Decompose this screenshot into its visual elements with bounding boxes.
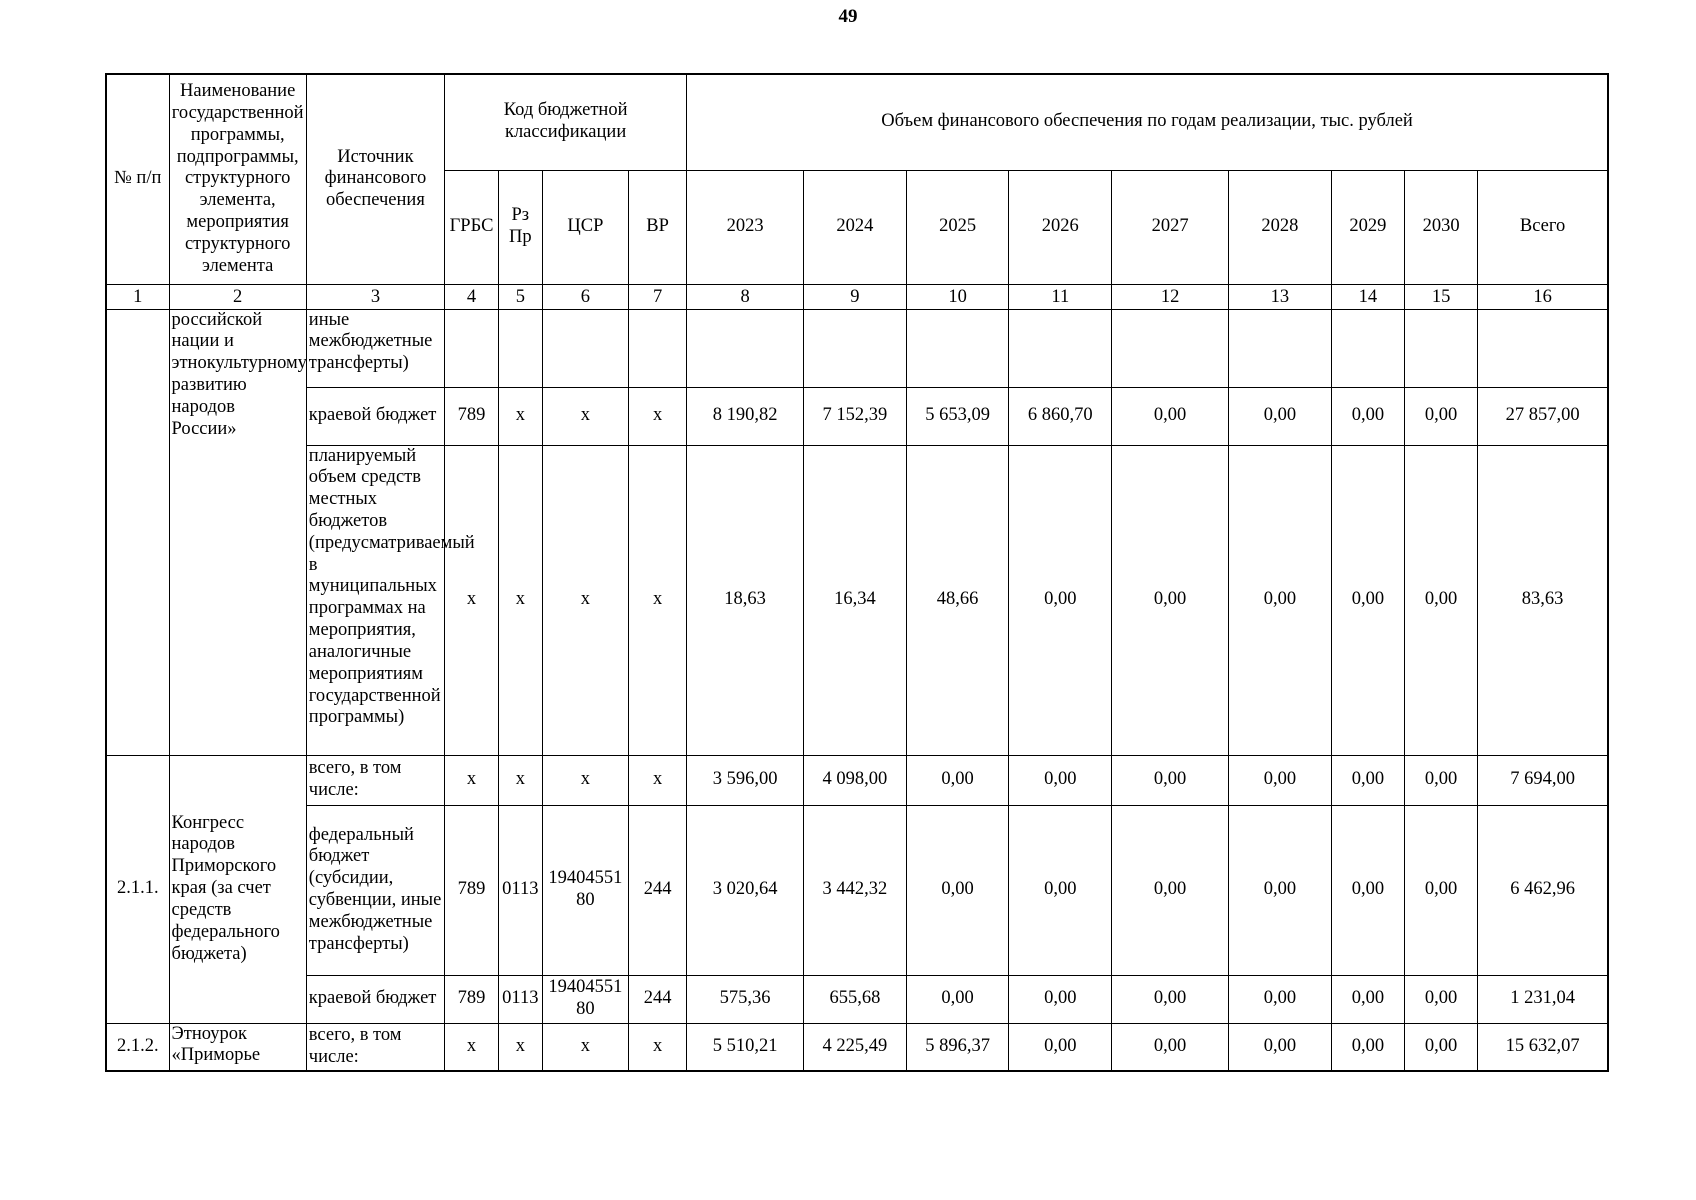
value-cell: 0,00	[1112, 445, 1229, 755]
value-cell: 0,00	[906, 975, 1009, 1023]
grbs-cell: 789	[445, 387, 499, 445]
value-cell: 0,00	[1331, 1023, 1404, 1071]
value-cell: 0,00	[1009, 445, 1112, 755]
column-number: 16	[1478, 284, 1608, 309]
vr-cell	[629, 309, 687, 387]
csr-cell	[542, 309, 628, 387]
column-number: 1	[106, 284, 169, 309]
header-year: 2030	[1404, 170, 1477, 284]
column-number: 7	[629, 284, 687, 309]
total-cell: 1 231,04	[1478, 975, 1608, 1023]
funding-source: иные межбюджетные трансферты)	[306, 309, 444, 387]
row-number-cell	[106, 309, 169, 755]
column-number: 13	[1229, 284, 1332, 309]
value-cell	[1112, 309, 1229, 387]
column-number-row	[106, 284, 1608, 309]
column-number: 15	[1404, 284, 1477, 309]
funding-source: всего, в том числе:	[306, 755, 444, 805]
rzpr-cell: 0113	[498, 975, 542, 1023]
header-source: Источник финансового обеспечения	[306, 74, 444, 284]
value-cell: 0,00	[1009, 805, 1112, 975]
csr-cell: 1940455180	[542, 805, 628, 975]
header-total: Всего	[1478, 170, 1608, 284]
funding-source: федеральный бюджет (субсидии, субвенции, иные межбюджетные трансферты)	[306, 805, 444, 975]
value-cell: 0,00	[1009, 1023, 1112, 1071]
funding-source: краевой бюджет	[306, 387, 444, 445]
row-number: 2.1.1.	[106, 755, 169, 1023]
header-year: 2023	[687, 170, 804, 284]
funding-source: планируемый объем средств местных бюджетов (предусматриваемый в муниципальных программах на мероприятия, аналогичные мероприятиям государственной программы)	[306, 445, 444, 755]
column-number: 3	[306, 284, 444, 309]
rzpr-cell	[498, 309, 542, 387]
column-number: 14	[1331, 284, 1404, 309]
page-number: 49	[838, 6, 858, 27]
header-year: 2026	[1009, 170, 1112, 284]
value-cell: 3 596,00	[687, 755, 804, 805]
table-row	[106, 309, 1608, 387]
csr-cell: х	[542, 445, 628, 755]
grbs-cell: х	[445, 445, 499, 755]
item-name: Этноурок «Приморье	[169, 1023, 306, 1071]
header-budget-code: Код бюджетной классификации	[445, 74, 687, 170]
header-year: 2028	[1229, 170, 1332, 284]
value-cell: 8 190,82	[687, 387, 804, 445]
value-cell: 0,00	[906, 755, 1009, 805]
vr-cell: х	[629, 387, 687, 445]
table-row	[106, 755, 1608, 805]
total-cell: 7 694,00	[1478, 755, 1608, 805]
rzpr-cell: х	[498, 445, 542, 755]
grbs-cell	[445, 309, 499, 387]
value-cell: 0,00	[1331, 387, 1404, 445]
value-cell: 0,00	[1229, 387, 1332, 445]
table-row	[106, 445, 1608, 755]
funding-source: краевой бюджет	[306, 975, 444, 1023]
value-cell: 0,00	[1404, 975, 1477, 1023]
item-name: российской нации и этнокультурному развитию народов России»	[169, 309, 306, 755]
funding-source: всего, в том числе:	[306, 1023, 444, 1071]
vr-cell: х	[629, 755, 687, 805]
csr-cell: х	[542, 387, 628, 445]
value-cell: 4 098,00	[804, 755, 907, 805]
value-cell: 0,00	[1404, 445, 1477, 755]
value-cell: 0,00	[1112, 387, 1229, 445]
value-cell: 0,00	[1404, 1023, 1477, 1071]
table-row	[106, 387, 1608, 445]
grbs-cell: х	[445, 1023, 499, 1071]
table-row	[106, 975, 1608, 1023]
header-year: 2025	[906, 170, 1009, 284]
total-cell	[1478, 309, 1608, 387]
grbs-cell: 789	[445, 805, 499, 975]
csr-cell: х	[542, 1023, 628, 1071]
value-cell: 3 020,64	[687, 805, 804, 975]
csr-cell: х	[542, 755, 628, 805]
vr-cell: х	[629, 1023, 687, 1071]
value-cell	[804, 309, 907, 387]
value-cell: 0,00	[1229, 755, 1332, 805]
header-no: № п/п	[106, 74, 169, 284]
value-cell: 0,00	[1331, 445, 1404, 755]
value-cell: 0,00	[906, 805, 1009, 975]
header-vr: ВР	[629, 170, 687, 284]
vr-cell: 244	[629, 975, 687, 1023]
value-cell	[906, 309, 1009, 387]
value-cell: 0,00	[1404, 805, 1477, 975]
value-cell: 0,00	[1229, 445, 1332, 755]
csr-cell: 1940455180	[542, 975, 628, 1023]
rzpr-cell: х	[498, 1023, 542, 1071]
header-name: Наименование государственной программы, подпрограммы, структурного элемента, мероприятия структурного элемента	[169, 74, 306, 284]
header-year: 2027	[1112, 170, 1229, 284]
header-volume: Объем финансового обеспечения по годам реализации, тыс. рублей	[687, 74, 1608, 170]
value-cell: 7 152,39	[804, 387, 907, 445]
column-number: 8	[687, 284, 804, 309]
column-number: 12	[1112, 284, 1229, 309]
value-cell: 0,00	[1331, 975, 1404, 1023]
rzpr-cell: х	[498, 387, 542, 445]
column-number: 6	[542, 284, 628, 309]
value-cell: 0,00	[1331, 755, 1404, 805]
column-number: 2	[169, 284, 306, 309]
value-cell: 0,00	[1112, 805, 1229, 975]
value-cell	[1229, 309, 1332, 387]
column-number: 10	[906, 284, 1009, 309]
value-cell: 0,00	[1112, 755, 1229, 805]
header-year: 2024	[804, 170, 907, 284]
value-cell: 0,00	[1331, 805, 1404, 975]
value-cell: 0,00	[1404, 387, 1477, 445]
total-cell: 15 632,07	[1478, 1023, 1608, 1071]
value-cell	[687, 309, 804, 387]
value-cell: 655,68	[804, 975, 907, 1023]
table-row	[106, 1023, 1608, 1071]
value-cell: 0,00	[1112, 975, 1229, 1023]
row-number: 2.1.2.	[106, 1023, 169, 1071]
column-number: 11	[1009, 284, 1112, 309]
value-cell: 3 442,32	[804, 805, 907, 975]
column-number: 9	[804, 284, 907, 309]
value-cell	[1009, 309, 1112, 387]
total-cell: 6 462,96	[1478, 805, 1608, 975]
value-cell: 0,00	[1009, 975, 1112, 1023]
value-cell: 0,00	[1229, 805, 1332, 975]
table-row	[106, 805, 1608, 975]
value-cell: 5 510,21	[687, 1023, 804, 1071]
value-cell: 16,34	[804, 445, 907, 755]
column-number: 4	[445, 284, 499, 309]
value-cell: 18,63	[687, 445, 804, 755]
total-cell: 27 857,00	[1478, 387, 1608, 445]
column-number: 5	[498, 284, 542, 309]
value-cell: 5 653,09	[906, 387, 1009, 445]
value-cell	[1404, 309, 1477, 387]
header-grbs: ГРБС	[445, 170, 499, 284]
rzpr-cell: х	[498, 755, 542, 805]
value-cell: 0,00	[1009, 755, 1112, 805]
value-cell: 0,00	[1229, 1023, 1332, 1071]
grbs-cell: х	[445, 755, 499, 805]
rzpr-cell: 0113	[498, 805, 542, 975]
value-cell: 0,00	[1404, 755, 1477, 805]
header-year: 2029	[1331, 170, 1404, 284]
value-cell: 5 896,37	[906, 1023, 1009, 1071]
item-name: Конгресс народов Приморского края (за счет средств федерального бюджета)	[169, 755, 306, 1023]
value-cell: 0,00	[1112, 1023, 1229, 1071]
finance-table	[105, 73, 1609, 1072]
header-csr: ЦСР	[542, 170, 628, 284]
vr-cell: х	[629, 445, 687, 755]
value-cell: 48,66	[906, 445, 1009, 755]
value-cell: 0,00	[1229, 975, 1332, 1023]
value-cell	[1331, 309, 1404, 387]
header-rzpr: Рз Пр	[498, 170, 542, 284]
vr-cell: 244	[629, 805, 687, 975]
grbs-cell: 789	[445, 975, 499, 1023]
value-cell: 575,36	[687, 975, 804, 1023]
value-cell: 6 860,70	[1009, 387, 1112, 445]
total-cell: 83,63	[1478, 445, 1608, 755]
value-cell: 4 225,49	[804, 1023, 907, 1071]
